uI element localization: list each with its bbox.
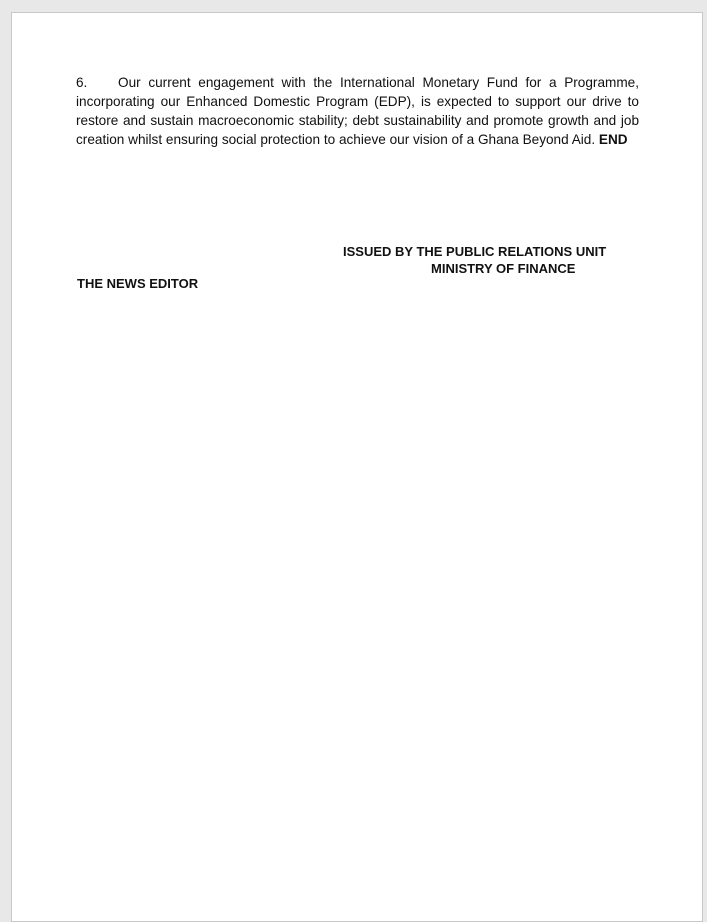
issued-by-line-1: ISSUED BY THE PUBLIC RELATIONS UNIT bbox=[343, 244, 607, 259]
document-page bbox=[11, 12, 703, 922]
end-marker: END bbox=[598, 132, 628, 147]
paragraph-6 bbox=[76, 73, 639, 149]
issued-by-block bbox=[343, 243, 643, 277]
paragraph-number: 6. bbox=[76, 75, 88, 90]
recipient-line: THE NEWS EDITOR bbox=[77, 276, 199, 291]
paragraph-text: Our current engagement with the International Monetary Fund for a Programme, incorporating our Enhanced Domestic Program (EDP), is expected to support our drive to restore and sustain macroeconomic stability; debt sustainability and promote growth and job creation whilst ensuring social protection to achieve our vision of a Ghana Beyond Aid. bbox=[76, 75, 639, 147]
issued-by-line-2: MINISTRY OF FINANCE bbox=[431, 261, 576, 276]
